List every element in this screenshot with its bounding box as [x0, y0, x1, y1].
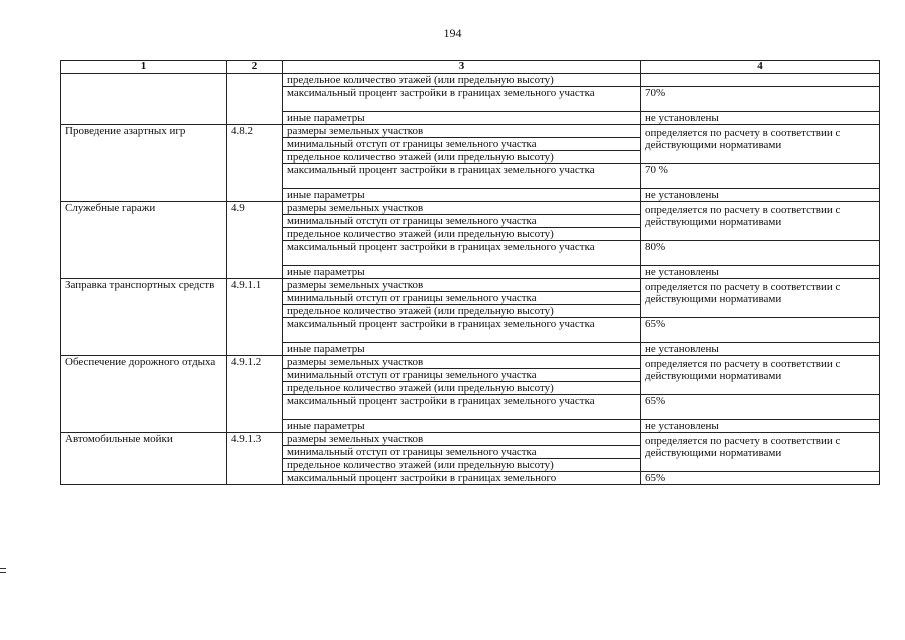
parameter-cell: иные параметры: [283, 343, 641, 356]
value-cell: 70%: [641, 87, 880, 112]
parameter-cell: размеры земельных участков: [283, 356, 641, 369]
column-header: 1: [61, 61, 227, 74]
parameter-cell: максимальный процент застройки в границах земельного участка: [283, 164, 641, 189]
use-cell: Служебные гаражи: [61, 202, 227, 279]
parameter-cell: иные параметры: [283, 420, 641, 433]
code-cell: 4.8.2: [227, 125, 283, 202]
parameter-cell: предельное количество этажей (или предельную высоту): [283, 74, 641, 87]
parameter-cell: размеры земельных участков: [283, 433, 641, 446]
parameter-cell: иные параметры: [283, 189, 641, 202]
value-cell: определяется по расчету в соответствии с действующими нормативами: [641, 279, 880, 318]
parameter-cell: предельное количество этажей (или предельную высоту): [283, 305, 641, 318]
table-row: [61, 202, 880, 215]
page-number: 194: [443, 26, 462, 40]
parameter-cell: минимальный отступ от границы земельного участка: [283, 292, 641, 305]
use-cell: Автомобильные мойки: [61, 433, 227, 485]
value-cell: не установлены: [641, 112, 880, 125]
zoning-parameters-table: [60, 60, 880, 485]
parameter-cell: иные параметры: [283, 112, 641, 125]
parameter-cell: минимальный отступ от границы земельного участка: [283, 369, 641, 382]
table-row: [61, 279, 880, 292]
value-cell: 65%: [641, 472, 880, 485]
use-cell: [61, 74, 227, 125]
value-cell: [641, 74, 880, 87]
column-header: 4: [641, 61, 880, 74]
value-cell: 70 %: [641, 164, 880, 189]
table-row: [61, 433, 880, 446]
value-cell: определяется по расчету в соответствии с действующими нормативами: [641, 202, 880, 241]
value-cell: 65%: [641, 318, 880, 343]
parameter-cell: предельное количество этажей (или предельную высоту): [283, 228, 641, 241]
code-cell: 4.9.1.3: [227, 433, 283, 485]
value-cell: определяется по расчету в соответствии с действующими нормативами: [641, 433, 880, 472]
parameter-cell: предельное количество этажей (или предельную высоту): [283, 151, 641, 164]
value-cell: не установлены: [641, 266, 880, 279]
value-cell: не установлены: [641, 343, 880, 356]
use-cell: Заправка транспортных средств: [61, 279, 227, 356]
parameter-cell: максимальный процент застройки в границах земельного участка: [283, 241, 641, 266]
parameter-cell: иные параметры: [283, 266, 641, 279]
column-header: 3: [283, 61, 641, 74]
parameter-cell: минимальный отступ от границы земельного участка: [283, 215, 641, 228]
use-cell: Обеспечение дорожного отдыха: [61, 356, 227, 433]
parameter-cell: максимальный процент застройки в границах земельного участка: [283, 318, 641, 343]
table-row: [61, 125, 880, 138]
parameter-cell: размеры земельных участков: [283, 202, 641, 215]
parameter-cell: размеры земельных участков: [283, 279, 641, 292]
value-cell: не установлены: [641, 420, 880, 433]
code-cell: 4.9.1.1: [227, 279, 283, 356]
parameter-cell: максимальный процент застройки в границах земельного участка: [283, 87, 641, 112]
code-cell: 4.9: [227, 202, 283, 279]
code-cell: [227, 74, 283, 125]
value-cell: 65%: [641, 395, 880, 420]
margin-mark: [0, 568, 6, 573]
parameter-cell: минимальный отступ от границы земельного участка: [283, 138, 641, 151]
header-row: [61, 61, 880, 74]
table-row: [61, 356, 880, 369]
parameter-cell: размеры земельных участков: [283, 125, 641, 138]
parameter-cell: максимальный процент застройки в границах земельного: [283, 472, 641, 485]
column-header: 2: [227, 61, 283, 74]
parameter-cell: предельное количество этажей (или предельную высоту): [283, 459, 641, 472]
parameter-cell: минимальный отступ от границы земельного участка: [283, 446, 641, 459]
parameter-cell: предельное количество этажей (или предельную высоту): [283, 382, 641, 395]
value-cell: 80%: [641, 241, 880, 266]
code-cell: 4.9.1.2: [227, 356, 283, 433]
parameter-cell: максимальный процент застройки в границах земельного участка: [283, 395, 641, 420]
value-cell: определяется по расчету в соответствии с действующими нормативами: [641, 356, 880, 395]
use-cell: Проведение азартных игр: [61, 125, 227, 202]
table-row: [61, 74, 880, 87]
value-cell: определяется по расчету в соответствии с действующими нормативами: [641, 125, 880, 164]
value-cell: не установлены: [641, 189, 880, 202]
